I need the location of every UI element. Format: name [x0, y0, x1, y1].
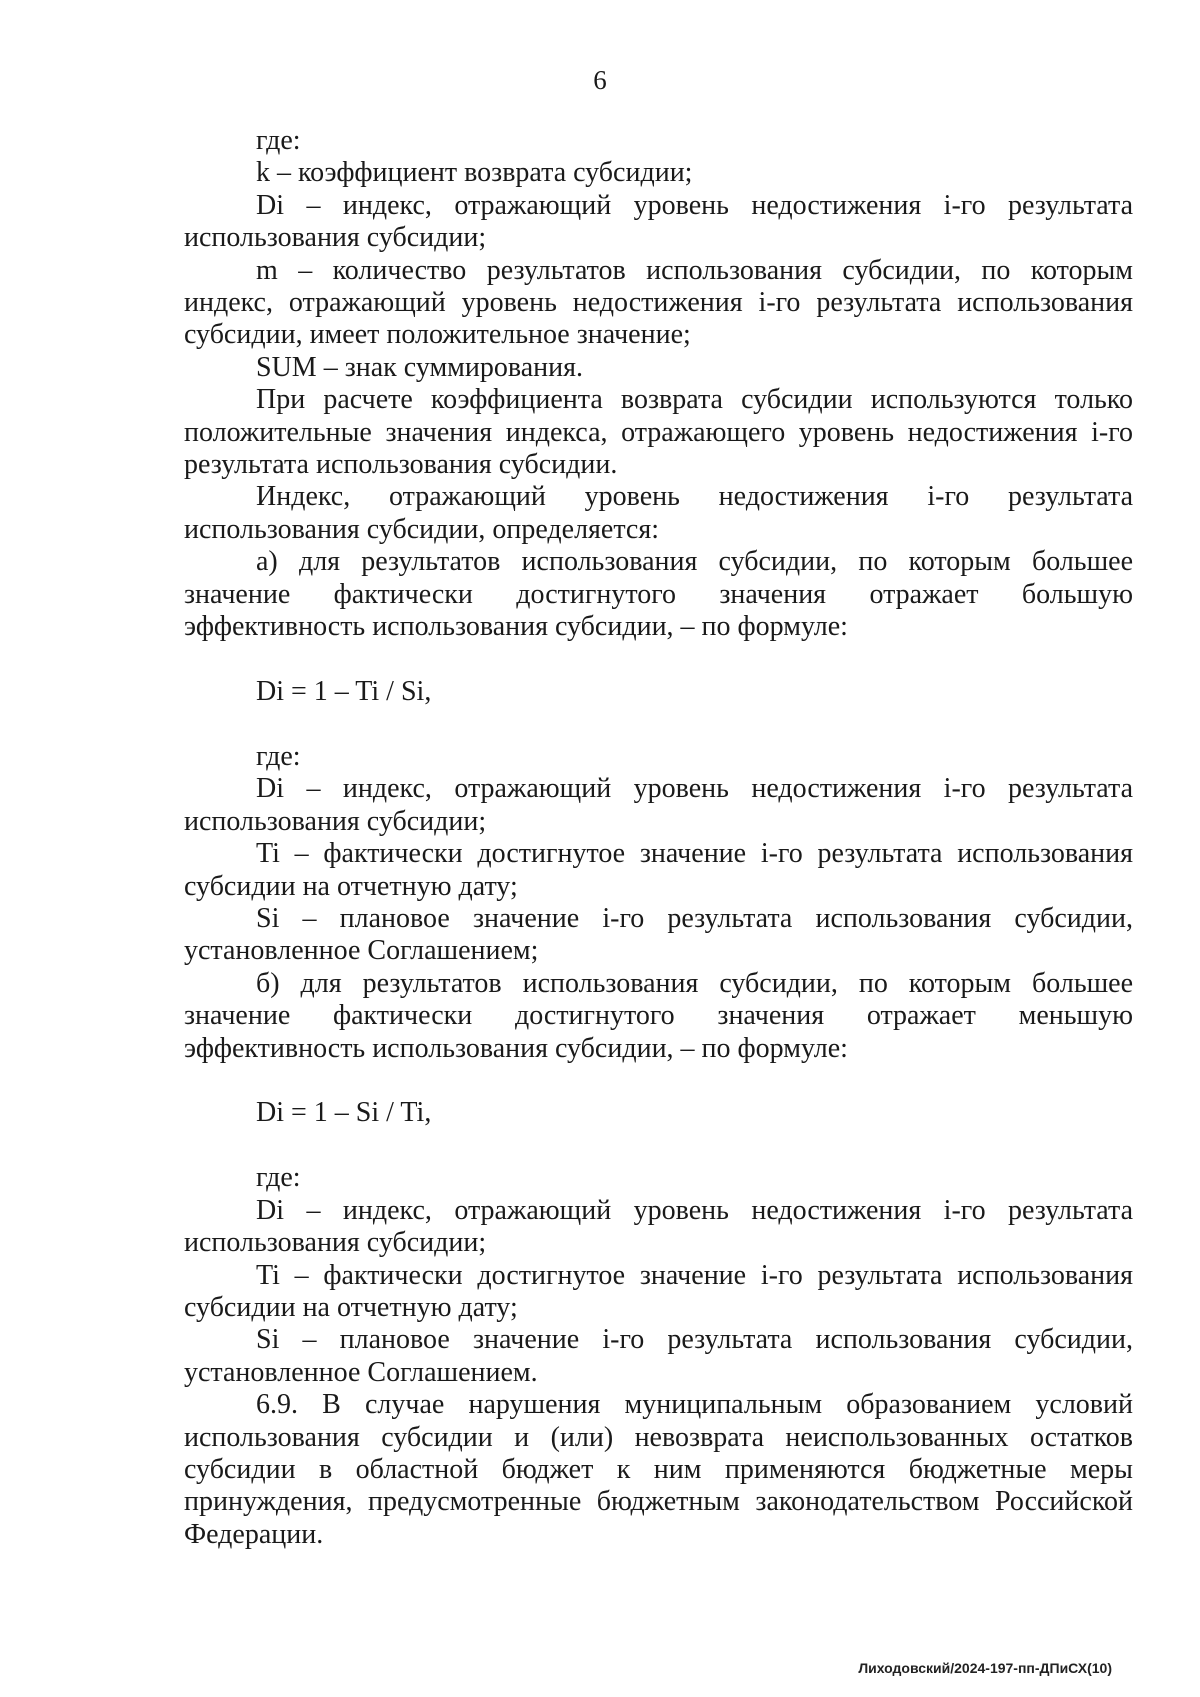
definition-sum: SUM – знак суммирования. — [256, 351, 584, 383]
paragraph-where-b: где: — [256, 1162, 301, 1194]
paragraph-case-a: а) для результатов использования субсидии, по которым большее значение фактически достигнутого значения отражает большую эффективность использования субсидии, – по формуле: — [184, 546, 1133, 643]
footer-document-code: Лиходовский/2024-197-пп-ДПиСХ(10) — [858, 1660, 1112, 1676]
formula-b: Di = 1 – Si / Ti, — [256, 1096, 432, 1128]
definition-si-b: Si – плановое значение i-го результата использования субсидии, установленное Соглашением. — [184, 1324, 1133, 1388]
document-body — [184, 125, 1133, 1551]
definition-ti-a: Ti – фактически достигнутое значение i-го результата использования субсидии на отчетную дату; — [184, 838, 1133, 902]
definition-ti-b: Ti – фактически достигнутое значение i-го результата использования субсидии на отчетную дату; — [184, 1259, 1133, 1323]
definition-di: Di – индекс, отражающий уровень недостижения i-го результата использования субсидии; — [184, 189, 1133, 254]
paragraph-positive-values: При расчете коэффициента возврата субсидии используются только положительные значения индекса, отражающего уровень недостижения i-го результата использования субсидии. — [184, 384, 1133, 481]
paragraph-6-9: 6.9. В случае нарушения муниципальным образованием условий использования субсидии и (или) невозврата неиспользованных остатков субсидии в областной бюджет к ним применяются бюджетные меры принуждения, предусмотренные бюджетным законодательством Российской Федерации. — [184, 1389, 1133, 1550]
formula-a: Di = 1 – Ti / Si, — [256, 675, 432, 707]
paragraph-where: где: — [256, 125, 301, 156]
paragraph-case-b: б) для результатов использования субсидии, по которым большее значение фактически достигнутого значения отражает меньшую эффективность использования субсидии, – по формуле: — [184, 967, 1133, 1064]
paragraph-where-a: где: — [256, 740, 301, 772]
definition-m: m – количество результатов использования субсидии, по которым индекс, отражающий уровень недостижения i-го результата использования субсидии, имеет положительное значение; — [184, 254, 1133, 351]
definition-di-b: Di – индекс, отражающий уровень недостижения i-го результата использования субсидии; — [184, 1194, 1133, 1259]
definition-di-a: Di – индекс, отражающий уровень недостижения i-го результата использования субсидии; — [184, 773, 1133, 837]
page-number: 6 — [593, 65, 607, 95]
paragraph-index-determined: Индекс, отражающий уровень недостижения i-го результата использования субсидии, определяется: — [184, 481, 1133, 545]
definition-si-a: Si – плановое значение i-го результата использования субсидии, установленное Соглашением; — [184, 902, 1133, 967]
definition-k: k – коэффициент возврата субсидии; — [256, 157, 693, 189]
